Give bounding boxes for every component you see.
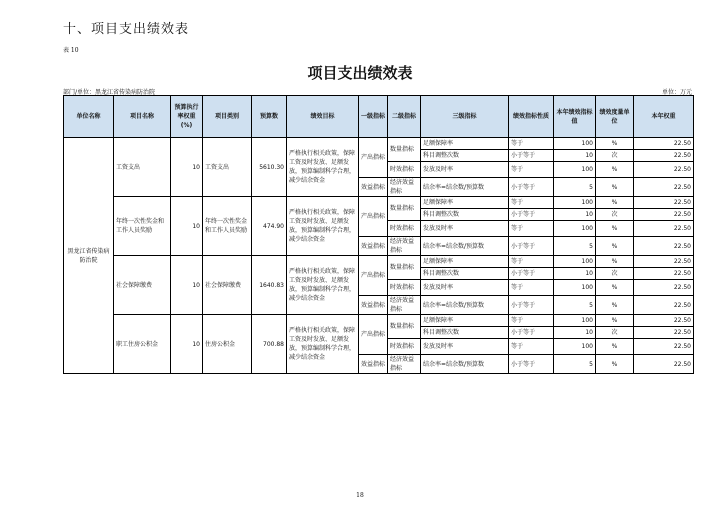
header-cell: 绩效目标 xyxy=(287,96,359,138)
header-cell: 本年权重 xyxy=(634,96,694,138)
level1-indicator-cell: 产出指标 xyxy=(359,197,388,237)
indicator-value-cell: 100 xyxy=(554,339,596,355)
annual-weight-cell: 22.50 xyxy=(634,315,694,327)
header-cell: 二级指标 xyxy=(388,96,421,138)
indicator-nature-cell: 小于等于 xyxy=(509,355,554,374)
execution-weight-cell: 10 xyxy=(171,256,203,315)
header-cell: 一级指标 xyxy=(359,96,388,138)
indicator-value-cell: 100 xyxy=(554,280,596,296)
measure-unit-cell: % xyxy=(596,162,634,178)
measure-unit-cell: 次 xyxy=(596,268,634,280)
indicator-nature-cell: 等于 xyxy=(509,280,554,296)
indicator-value-cell: 100 xyxy=(554,197,596,209)
indicator-nature-cell: 小于等于 xyxy=(509,150,554,162)
measure-unit-cell: 次 xyxy=(596,209,634,221)
header-cell: 三级指标 xyxy=(421,96,509,138)
level1-indicator-cell: 产出指标 xyxy=(359,315,388,355)
annual-weight-cell: 22.50 xyxy=(634,178,694,197)
indicator-nature-cell: 等于 xyxy=(509,138,554,150)
level1-indicator-cell: 效益指标 xyxy=(359,178,388,197)
indicator-nature-cell: 小于等于 xyxy=(509,268,554,280)
indicator-nature-cell: 等于 xyxy=(509,162,554,178)
annual-weight-cell: 22.50 xyxy=(634,327,694,339)
level3-indicator-cell: 结余率=结余数/预算数 xyxy=(421,178,509,197)
project-name-cell: 职工住房公积金 xyxy=(114,315,171,374)
level2-indicator-cell: 时效指标 xyxy=(388,162,421,178)
annual-weight-cell: 22.50 xyxy=(634,355,694,374)
project-category-cell: 社会保障缴费 xyxy=(203,256,252,315)
level1-indicator-cell: 产出指标 xyxy=(359,256,388,296)
section-title: 十、项目支出绩效表 xyxy=(63,22,190,37)
indicator-value-cell: 5 xyxy=(554,237,596,256)
budget-cell: 474.90 xyxy=(252,197,287,256)
measure-unit-cell: % xyxy=(596,355,634,374)
indicator-nature-cell: 等于 xyxy=(509,221,554,237)
indicator-nature-cell: 小于等于 xyxy=(509,327,554,339)
page-number: 18 xyxy=(356,492,364,499)
header-row xyxy=(64,96,694,138)
level2-indicator-cell: 时效指标 xyxy=(388,339,421,355)
annual-weight-cell: 22.50 xyxy=(634,268,694,280)
indicator-value-cell: 100 xyxy=(554,256,596,268)
annual-weight-cell: 22.50 xyxy=(634,221,694,237)
execution-weight-cell: 10 xyxy=(171,197,203,256)
indicator-value-cell: 100 xyxy=(554,221,596,237)
indicator-value-cell: 100 xyxy=(554,138,596,150)
project-name-cell: 年终一次性奖金和工作人员奖励 xyxy=(114,197,171,256)
table-row xyxy=(64,138,694,150)
level1-indicator-cell: 效益指标 xyxy=(359,296,388,315)
project-category-cell: 工资支出 xyxy=(203,138,252,197)
level3-indicator-cell: 结余率=结余数/预算数 xyxy=(421,355,509,374)
level3-indicator-cell: 足额保障率 xyxy=(421,256,509,268)
annual-weight-cell: 22.50 xyxy=(634,339,694,355)
measure-unit-cell: % xyxy=(596,256,634,268)
budget-cell: 1640.83 xyxy=(252,256,287,315)
level3-indicator-cell: 科目调整次数 xyxy=(421,268,509,280)
header-cell: 单位名称 xyxy=(64,96,114,138)
level2-indicator-cell: 数量指标 xyxy=(388,138,421,162)
level2-indicator-cell: 数量指标 xyxy=(388,197,421,221)
project-name-cell: 工资支出 xyxy=(114,138,171,197)
level3-indicator-cell: 足额保障率 xyxy=(421,315,509,327)
execution-weight-cell: 10 xyxy=(171,315,203,374)
annual-weight-cell: 22.50 xyxy=(634,237,694,256)
measure-unit-cell: % xyxy=(596,339,634,355)
indicator-value-cell: 5 xyxy=(554,296,596,315)
annual-weight-cell: 22.50 xyxy=(634,296,694,315)
indicator-nature-cell: 等于 xyxy=(509,339,554,355)
annual-weight-cell: 22.50 xyxy=(634,197,694,209)
department-label: 部门/单位：黑龙江省传染病防治院 xyxy=(63,89,156,96)
indicator-value-cell: 100 xyxy=(554,162,596,178)
level2-indicator-cell: 经济效益指标 xyxy=(388,178,421,197)
project-category-cell: 住房公积金 xyxy=(203,315,252,374)
currency-unit-label: 单位：万元 xyxy=(661,89,692,96)
unit-name-cell: 黑龙江省传染病防治院 xyxy=(64,138,114,374)
table-number: 表 10 xyxy=(63,47,79,54)
level2-indicator-cell: 经济效益指标 xyxy=(388,355,421,374)
indicator-nature-cell: 小于等于 xyxy=(509,209,554,221)
level2-indicator-cell: 数量指标 xyxy=(388,256,421,280)
level2-indicator-cell: 经济效益指标 xyxy=(388,237,421,256)
level1-indicator-cell: 效益指标 xyxy=(359,355,388,374)
measure-unit-cell: % xyxy=(596,197,634,209)
annual-weight-cell: 22.50 xyxy=(634,138,694,150)
level2-indicator-cell: 时效指标 xyxy=(388,221,421,237)
indicator-nature-cell: 小于等于 xyxy=(509,178,554,197)
budget-cell: 700.88 xyxy=(252,315,287,374)
level3-indicator-cell: 发放及时率 xyxy=(421,339,509,355)
table-row xyxy=(64,315,694,327)
header-cell: 项目类别 xyxy=(203,96,252,138)
indicator-value-cell: 5 xyxy=(554,178,596,197)
measure-unit-cell: % xyxy=(596,138,634,150)
performance-goal-cell: 严格执行相关政策，保障工资及时发放、足额发放，预算编制科学合理，减少结余资金 xyxy=(287,197,359,256)
project-category-cell: 年终一次性奖金和工作人员奖励 xyxy=(203,197,252,256)
annual-weight-cell: 22.50 xyxy=(634,280,694,296)
measure-unit-cell: % xyxy=(596,296,634,315)
annual-weight-cell: 22.50 xyxy=(634,256,694,268)
indicator-value-cell: 10 xyxy=(554,268,596,280)
level3-indicator-cell: 发放及时率 xyxy=(421,280,509,296)
header-cell: 本年绩效指标值 xyxy=(554,96,596,138)
budget-cell: 5610.30 xyxy=(252,138,287,197)
header-cell: 项目名称 xyxy=(114,96,171,138)
measure-unit-cell: % xyxy=(596,237,634,256)
level3-indicator-cell: 发放及时率 xyxy=(421,221,509,237)
page-title: 项目支出绩效表 xyxy=(307,64,413,82)
header-cell: 绩效度量单位 xyxy=(596,96,634,138)
performance-table xyxy=(63,95,694,374)
indicator-value-cell: 100 xyxy=(554,315,596,327)
measure-unit-cell: % xyxy=(596,221,634,237)
header-cell: 预算数 xyxy=(252,96,287,138)
measure-unit-cell: % xyxy=(596,178,634,197)
level3-indicator-cell: 足额保障率 xyxy=(421,138,509,150)
level3-indicator-cell: 发放及时率 xyxy=(421,162,509,178)
table-row xyxy=(64,197,694,209)
performance-goal-cell: 严格执行相关政策，保障工资及时发放、足额发放，预算编制科学合理，减少结余资金 xyxy=(287,138,359,197)
level3-indicator-cell: 科目调整次数 xyxy=(421,327,509,339)
indicator-nature-cell: 小于等于 xyxy=(509,296,554,315)
indicator-nature-cell: 等于 xyxy=(509,256,554,268)
level3-indicator-cell: 结余率=结余数/预算数 xyxy=(421,237,509,256)
annual-weight-cell: 22.50 xyxy=(634,150,694,162)
measure-unit-cell: % xyxy=(596,280,634,296)
indicator-value-cell: 5 xyxy=(554,355,596,374)
measure-unit-cell: 次 xyxy=(596,150,634,162)
performance-goal-cell: 严格执行相关政策，保障工资及时发放、足额发放，预算编制科学合理，减少结余资金 xyxy=(287,315,359,374)
level3-indicator-cell: 科目调整次数 xyxy=(421,209,509,221)
header-cell: 绩效指标性质 xyxy=(509,96,554,138)
indicator-value-cell: 10 xyxy=(554,150,596,162)
indicator-nature-cell: 小于等于 xyxy=(509,237,554,256)
performance-goal-cell: 严格执行相关政策，保障工资及时发放、足额发放，预算编制科学合理，减少结余资金 xyxy=(287,256,359,315)
table-row xyxy=(64,256,694,268)
level3-indicator-cell: 结余率=结余数/预算数 xyxy=(421,296,509,315)
level3-indicator-cell: 科目调整次数 xyxy=(421,150,509,162)
indicator-nature-cell: 等于 xyxy=(509,197,554,209)
level1-indicator-cell: 产出指标 xyxy=(359,138,388,178)
level2-indicator-cell: 数量指标 xyxy=(388,315,421,339)
indicator-value-cell: 10 xyxy=(554,327,596,339)
measure-unit-cell: 次 xyxy=(596,327,634,339)
indicator-value-cell: 10 xyxy=(554,209,596,221)
level3-indicator-cell: 足额保障率 xyxy=(421,197,509,209)
header-cell: 预算执行率权重(%) xyxy=(171,96,203,138)
execution-weight-cell: 10 xyxy=(171,138,203,197)
annual-weight-cell: 22.50 xyxy=(634,162,694,178)
level1-indicator-cell: 效益指标 xyxy=(359,237,388,256)
project-name-cell: 社会保障缴费 xyxy=(114,256,171,315)
annual-weight-cell: 22.50 xyxy=(634,209,694,221)
indicator-nature-cell: 等于 xyxy=(509,315,554,327)
level2-indicator-cell: 时效指标 xyxy=(388,280,421,296)
level2-indicator-cell: 经济效益指标 xyxy=(388,296,421,315)
measure-unit-cell: % xyxy=(596,315,634,327)
